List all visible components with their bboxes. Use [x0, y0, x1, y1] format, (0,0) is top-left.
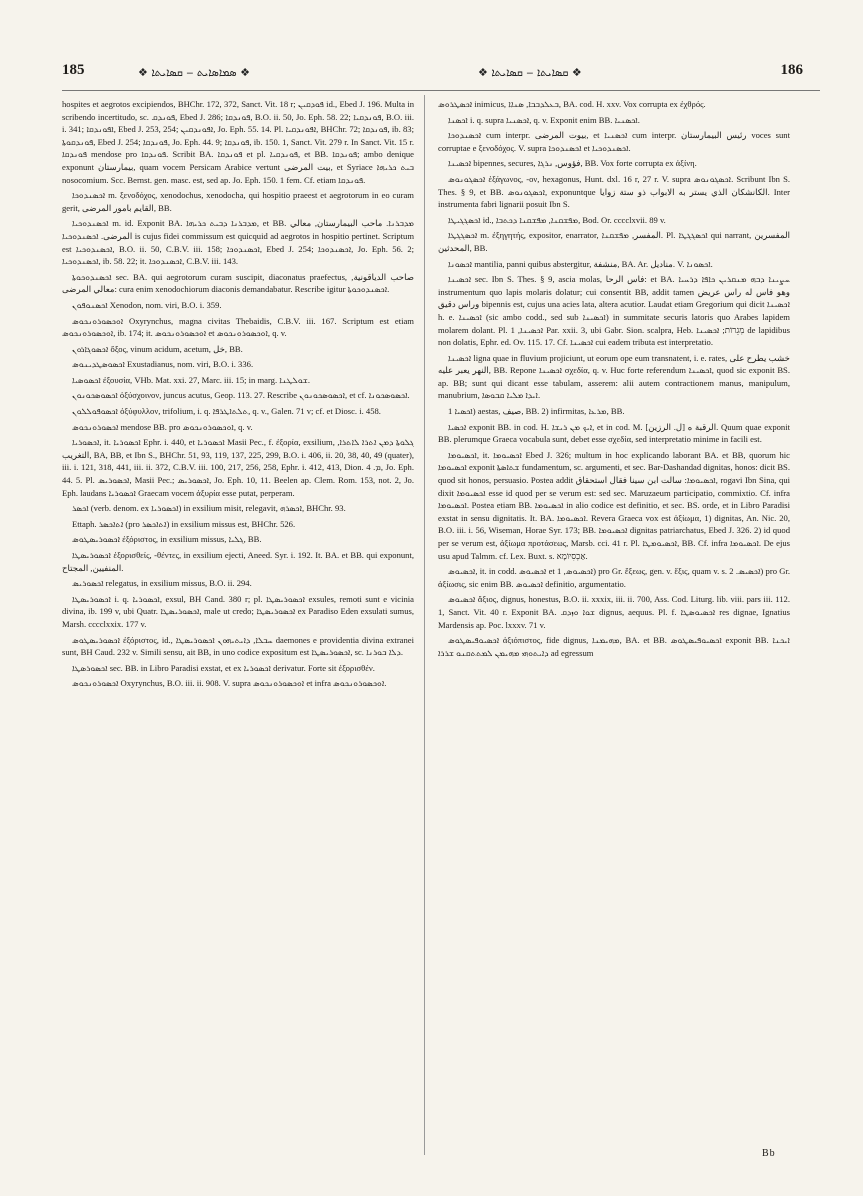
entry-paragraph: ܐܟܣܢܕܘܟܘܬܐ sec. BA. qui aegrotorum curam suscipit, diaconatus praefectus, صاحب الدياقونية, معالي المرضى: cura enim xenodochiorum diaconis demandabatur. Rescribe igitur ܐܟܣܢܕܘܟܘܬܐ.	[62, 271, 414, 295]
entry-paragraph: ܐܟܣܘܪܝܣܛܐ i. q. ܐܟܣܘܪܝܐ, exsul, BH Cand. 380 r; pl. ܐܟܣܘܪܝܣܛܐ exsules, remoti sunt e vicinia divina, ib. 199 v, ubi Quatr. ܐܟܣܘܪܝܣܛܐ, male ut credo; ܐܟܣܘܪܝܣܛܐ ex Paradiso Eden exsulati sumus, Marsh. cccclxxix. 177 v.	[62, 593, 414, 629]
entry-paragraph: ܐܟܣܘܪܣܛܐ sec. BB. in Libro Paradisi exstat, et ex ܐܟܣܘܪܝܐ derivatur. Forte sit ἐξορισθέν.	[72, 662, 375, 673]
entry-paragraph: ܐܟܣܝܘܡܐ, it. ܐܟܣܝܘܡܐ Ebed J. 326; multum in hoc explicando laborant BA. et BB, quorum hic ܐܟܣܝܘܡܐ exponit ܫܬܐܣܬܐ fundamentum, sc. argumenti, et sec. Bar-Dashandad dignitas, honos: dicit BS. quod sit honos, persuasio. Postea addit ܐܟܣܝܘܡܐ: سالت ابن سينا فقال استحقاق, rogavi Ibn Sina, qui dixit ܐܟܣܝܘܡܐ esse id quod per se verum est: sed sec. Maruzaeum participatio, commixtio. Cf. infra ܐܟܣܝܘܡܐ. Postea etiam BB. ܐܟܣܝܘܡܐ in alio codice est definitio, et sec. BS. orde, et in Libro Paradisi exstat in sensu dignitatis. It. BA. ܐܟܣܝܘܡܐ. Revera Graeca vox est ἀξίωμα, 1) dignitas, An. Nic. 20, B.O. iii. i. 56, Wiseman, Horae Syr. 173; BB. ܐܟܣܝܘܡܐ dignitas patriarchatus, Ebed J. 326. 2) id quod per se verum est, ἀξίωμα προτάσεως, Marsb. cci. 41 r. Pl. ܐܟܣܝܘܡܛܐ, BB. Cf. infra ܐܟܣܝܘܡܐ. De ejus usu apud Talmm. cf. Lex. Buxt. s. אַכְסִיוֹמָא.	[438, 449, 790, 561]
entry-paragraph: ܐܟܣܝܢܐ sec. Ibn S. Thes. § 9, ascia molas, فاس الرحا: et BA. ܚܨܝܢܐ ܕܒܗ ܡܢܩܪܝܢ ܟܐܦܐ ܕܪܚܝܐ instrumentum quo lapis molaris dolatur; cui consentit BB, addit tamen وهو فاس له راس عريض وراس دقيق bipennis est, cujus una acies lata, altera acutior. Laudat etiam Gregorium qui dicit ܐܟܣܝܢܐ h. e. ܐܟܣܝܢܐ (sic ambo codd., sed sub ܐܟܣܝܢܐ) in summitate securis latoris quo Arabes lapidem molarem dolant. Pl. ܐܟܣܝܢܐ, 1 Par. xxii. 3, ubi Gabr. Sion. scalpra, Heb. מְגֵרוֹת; ܐܟܣܝܢܐ de lapidibus non dolatis, Ephr. ed. Ov. 115. 17. Cf. ܐܟܣܝܢܐ cui eadem tributa est interpretatio.	[438, 274, 790, 348]
entry-paragraph: ܐܟܣܘܪܝܣ relegatus, in exsilium missus, B.O. ii. 294.	[72, 578, 252, 589]
entry-paragraph: ܐܟܣܢܕܘܟܐ cum interpr. بيوت المرضى, et ܐܟܣܢܝܐ cum interpr. رئيس البيمارستان voces sunt corruptae e ξενοδόχος. V. supra ܐܟܣܢܕܘܟܐ et ܐܟܣܢܕܘܟܝܐ.	[438, 130, 790, 153]
entry-paragraph: ܐܟܣܘܪܝܐ, it. ܐܟܣܘܪܝܐ Ephr. i. 440, et ܐܟܣܘܪܝܐ Masii Pec., f. ἐξορία, exsilium, ܓܠܘܬܐ ܕܡܢ ܐܬܪܐ ܠܐܬܪܐ, التغريب, BA, BB, et Ibn S., BHChr. 51, 93, 119, 137, 225, 299, B.O. i. 406, ii. 20, 38, 40, 49 (quater), iii. i. 121, 318, 441, iii. ii. 372, C.B.V. iii. 100, 217, 256, 258, Ephr. i. 412, 413, Dion. ܡ. 4, Jo. Eph. 44. 5. Pl. ܐܟܣܘܪܝܣ, Masii Pec.; ܐܟܣܘܪܝܣ, Jo. Eph. 10, 11. Beelen ap. Clem. Rom. 153, not. 2, Jo. Eph. laudans ܐܟܣܘܪܝܐ Graecam vocem ἀξυρία esse putat, perperam.	[62, 437, 414, 498]
right-column	[438, 98, 790, 1148]
entry-paragraph: ܐܟܣܝܘܣ ἄξιος, dignus, honestus, B.O. ii. xxxix, iii. ii. 700, Ass. Cod. Liturg. lib. viii. pars iii. 112. 1, Sanct. Vit. 40 r. Exponit BA. ܫܘܐ ܘܙܕܩ dignus, aequus. Pl. f. ܐܟܣܝܘܣܛܐ res dignae, Ignatius Mardensis ap. Poc. lxxxv. 71 v.	[438, 594, 790, 630]
entry-paragraph: ܐܟܣܘܪܝܣܛܐ ἐξορισθείς, -θέντες, in exsilium ejecti, Aneed. Syr. i. 192. It. BA. et BB. qui exponunt, المنفيين, المجتاح.	[62, 550, 414, 573]
entry-paragraph: ܐܟܣܘܣܟܘܢܘܢ ὀξύσχοινον, juncus acutus, Geop. 113. 27. Rescribe ܐܟܣܘܣܟܘܢܘܢ, et cf. ܐܟܣܘܣܟܘܢܐ.	[72, 390, 410, 401]
entry-paragraph: ܐܟܣܝܘܣ, it. in codd. ܐܟܣܝܘܣ et ܐܟܣܝܘܣ, 1) pro Gr. ἕξεως, gen. v. ἕξις, quam v. s. ܐܟܣܝܣ. 2) pro Gr. ἀξίωσις, sic enim BB. ܐܟܣܝܘܣ definitio, argumentatio.	[438, 566, 790, 589]
entry-paragraph: ܐܟܣܘܪܝܣܛܘܣ ἐξόριστος, id., ܚܒܠܐ, ܕܐܝܬܝܗܘܢ ܐܟܣܘܪܝܣܛܐ daemones e providentia divina extranei sunt, BH Caud. 232 v. Simili sensu, ait BB, in uno codice expositum est ܐܟܣܘܪܝܣܛܐ, sc. ܕܠܐ ܒܘܪܢܐ.	[62, 634, 414, 658]
entry-paragraph: ܐܟܣܘܣܛܕܝܢܘܣ Exustadianus, nom. viri, B.O. i. 336.	[72, 359, 254, 370]
entry-paragraph: ܐܟܣܝܐ 1) aestas, صيف, BB. 2) infirmitas, ܡܪܥܐ, BB.	[448, 406, 625, 417]
entry-paragraph: ܐܟܣܝܢܐ bipennes, secures, فؤوس, ܢܪܓܐ, BB. Vox forte corrupta ex ἀξίνη.	[448, 158, 697, 169]
left-page-number: 185	[62, 62, 85, 78]
entry-paragraph: ܐܟܣܪ (verb. denom. ex ܐܟܣܘܪܝܐ) in exsilium misit, relegavit, ܐܟܣܪܗ, BHChr. 93.	[72, 503, 346, 514]
entry-paragraph: ܐܟܣܘܣܝܐ ἐξουσία, VHb. Mat. xxi. 27, Marc. iii. 15; in marg. ܫܘܠܛܢܐ.	[72, 374, 311, 385]
entry-paragraph: ܐܟܣܘܢܐ mantilia, panni quibus abstergitur, منشفة, BA. Ar. مناديل. V. ܐܟܣܘܢܐ.	[448, 258, 713, 269]
entry-paragraph: ܐܟܣܓܘܢܘܣ ἑξάγωνος, -ον, hexagonus, Hunt. dxl. 16 r, 27 r. V. supra ܐܟܣܓܘܢܘܣ. Scribunt Ibn S. Thes. § 9, et BB. ܐܟܣܓܘܢܘܣ, exponuntque الكانشكان الذي يستر به الابواب ذو ستة زوايا. Inter instrumenta fabri lignarii posuit Ibn S.	[438, 173, 790, 210]
column-divider	[424, 95, 425, 1155]
right-running-head: ❖ ܩܣܐܝܬܐ ‒ ܩܣܐܝܬܐ ❖	[478, 66, 582, 79]
entry-paragraph: ܐܟܣܝܐ exponit BB. in cod. H. ܐܝܟ ܡܢ ܪܝܫܐ, et in cod. M. الرقبة ه [ل. الرزين]. Quum quae exponit BB. plerumque Graeca vocabula sunt, debet esse σχεδία, sed interpretatio minime in facili est.	[438, 421, 790, 445]
entry-paragraph: ܐܟܣܝܢܐ ligna quae in fluvium projiciunt, ut eorum ope eum transnatent, i. e. rates, خشب يطرح على النهر يعبر عليه, BB. Repone ܐܟܣܝܢܐ σχεδία, q. v. Huc forte referendum ܐܟܣܝܢܐ, quod sic exponit BS. ap. BB; sunt qui dicant esse tabulam, asserem: alii autem contractionem manus, manipulum, manubrium, ܐܝܕܐ ܡܠܝܐ ܩܒܘܣܐ.	[438, 352, 790, 401]
header-rule	[62, 90, 820, 91]
entry-paragraph: ܐܟܣܢܕܘܟܐ m. ξενοδόχος, xenodochus, xenodocha, qui hospitio praeest et aegrotorum in eo curam gerit, القايم بامور المرضى, BB.	[62, 190, 414, 213]
entry-paragraph: ܐܟܣܘܪܘܢܟܘܣ mendose BB. pro ܐܘܟܣܘܪܘܢܟܘܣ, q. v.	[72, 421, 253, 432]
entry-paragraph: ܐܟܣܘܓܐܪܘܢ ὄξος, vinum acidum, acetum, خل, BB.	[72, 343, 243, 354]
entry-paragraph: ܐܟܣܘܦܘܠܠܘܢ ὀξύφυλλον, trifolium, i. q. ܬܠܬܐܛܪܦܐ, q. v., Galen. 71 v; cf. et Diosc. i. 458.	[72, 406, 381, 417]
entry-paragraph: Ettaph. ܐܬܐܟܣܪ (pro ܐܬܐܟܣܪ) in exsilium missus est, BHChr. 526.	[72, 518, 296, 529]
entry-paragraph: hospites et aegrotos excipiendos, BHChr. 172, 372, Sanct. Vit. 18 r; ܦܘܕܩܝܢ id., Ebed J. 196. Multa in scribendo incertitudo, sc. ܦܘܢܕܩ, Ebed J. 286; ܦܘܢܕܩܐ, B.O. ii. 50, Jo. Eph. 58. 22; ܦܘܢܕܩܝܐ, B.O. iii. i. 341; ܐܦܘܢܕܩܐ, Ebed J. 253, 254; ܐܦܘܢܕܩܝܢ, Jo. Eph. 55. 14. Pl. ܐܦܘܢܕܩܝܐ, BHChr. 72; ܦܘܢܕܩܐ, ib. 83; ܦܘܢܕܩܘܬܐ, Ebed J. 254; ܦܘܢܕܩܐ, Jo. Eph. 44. 9; ܦܘܢܕܩܐ, ib. 150. 1, Sanct. Vit. 279 r. In Sanct. Vit. 15 r. ܦܘܢܕܩܐ mendose pro ܦܘܢܕܩܐ. Scribit BA. ܦܘܢܕܩܐ et pl. ܦܘܢܕܩܝܐ, et BB. ܦܘܢܕܩܐ; ambo denique exponunt بيمارستان, quam vocem Persicam Arabice vertunt بيت المرضى, et Syriace ܒܝܬ ܟܪܝܗܐ nosocomium. Scc. Bernst. gen. masc. est, sed ap. Jo. Eph. 150. 1 fem. Cf. etiam ܦܘܢܕܩܐ.	[62, 99, 414, 185]
entry-paragraph: ܐܟܣܘܪܝܣܛܘܣ ἐξόριστος, in exsilium missus, ܓܠܝܐ, BB.	[72, 534, 262, 545]
signature-mark: Bb	[762, 1148, 776, 1159]
entry-paragraph: ܐܟܣܓܓܛܐ m. ἐξηγητής, expositor, enarrator, المفسر, ܡܦܫܩܢܐ. Pl. ܐܟܣܓܓܛܐ qui narrant, المفسرين المحدثين, BB.	[438, 230, 790, 253]
entry-paragraph: ܐܟܣܢܘܦܘܢ Xenodon, nom. viri, B.O. i. 359.	[72, 299, 222, 310]
entry-paragraph: ܐܟܣܢܕܘܟܝܐ m. id. Exponit BA. ܡܕܒܪܢܐ ܕܒܝܬ ܟܪܝܗܐ, et BB. ܡܕܒܪܢܐ. ماحب البيمارستان, معالي المرضى. ܐܟܣܢܕܘܟܝܐ is cujus fidei commissum est quicquid ad aegrotos in hospitio pertinet. Scriptum est ܐܟܣܢܕܘܟܝܐ, B.O. ii. 50, C.B.V. iii. 158; ܐܟܣܢܕܘܟܐ, Ebed J. 254; ܐܟܣܢܕܘܟܐ, Jo. Eph. 56. 2; ܐܟܣܢܕܘܟܝܐ, ib. 58. 22; it. ܐܟܣܢܕܘܟܐ, C.B.V. iii. 143.	[62, 218, 414, 267]
entry-paragraph: ܐܘܟܣܘܪܘܢܟܘܣ Oxyrynchus, magna civitas Thebaidis, C.B.V. iii. 167. Scriptum est etiam ܐܘܟܣܘܪܘܢܟܘܣ, ib. 174; it. ܐܘܟܣܘܪܘܢܟܘܣ et ܐܘܟܣܘܪܘܢܟܘܣ, q. v.	[62, 315, 414, 339]
entry-paragraph: ܐܟܣܛܪܘܣ inimicus, ܒܥܠܕܒܒܐ, ܣܢܐܐ, BA. cod. H. xxv. Vox corrupta ex ἐχθρός.	[438, 99, 706, 109]
entry-paragraph: ܐܟܣܝܘܦܝܣܛܘܣ ἀξιόπιστος, fide dignus, ܡܗܝܡܢܐ, BA. et BB. ܐܟܣܝܘܦܝܣܛܘܣ exponit BB. ܐܝܟܢܐ ܕܐܝܬܘܗܝ ܡܗܝܡܢ ܠܡܬܬܩܢܘ ܫܪܪܐ ad egressum	[438, 635, 790, 658]
left-running-head: ❖ ܣܡܐܣܐܝܬ ‒ ܩܣܐܝܬܐ ❖	[138, 66, 250, 79]
left-column	[62, 98, 414, 1148]
entry-paragraph: ܐܟܣܘܪܘܢܟܘܣ Oxyrynchus, B.O. iii. ii. 908. V. supra ܐܘܟܣܘܪܘܢܟܘܣ et infra ܐܘܟܣܘܪܘܢܟܘܣ.	[72, 678, 387, 689]
right-page-number: 186	[780, 62, 803, 78]
entry-paragraph: ܐܟܣܓܓܝܛܐ id., ܡܦܫܩܢܐ, ܡܦܫܩܢܐ ܕܟܬܒܐ, Bod. Or. cccclxvii. 89 v.	[448, 214, 666, 225]
entry-paragraph: ܐܟܣܢܐ i. q. supra ܐܟܣܢܝܐ, q. v. Exponit enim BB. ܐܟܣܢܝܐ.	[448, 114, 640, 125]
